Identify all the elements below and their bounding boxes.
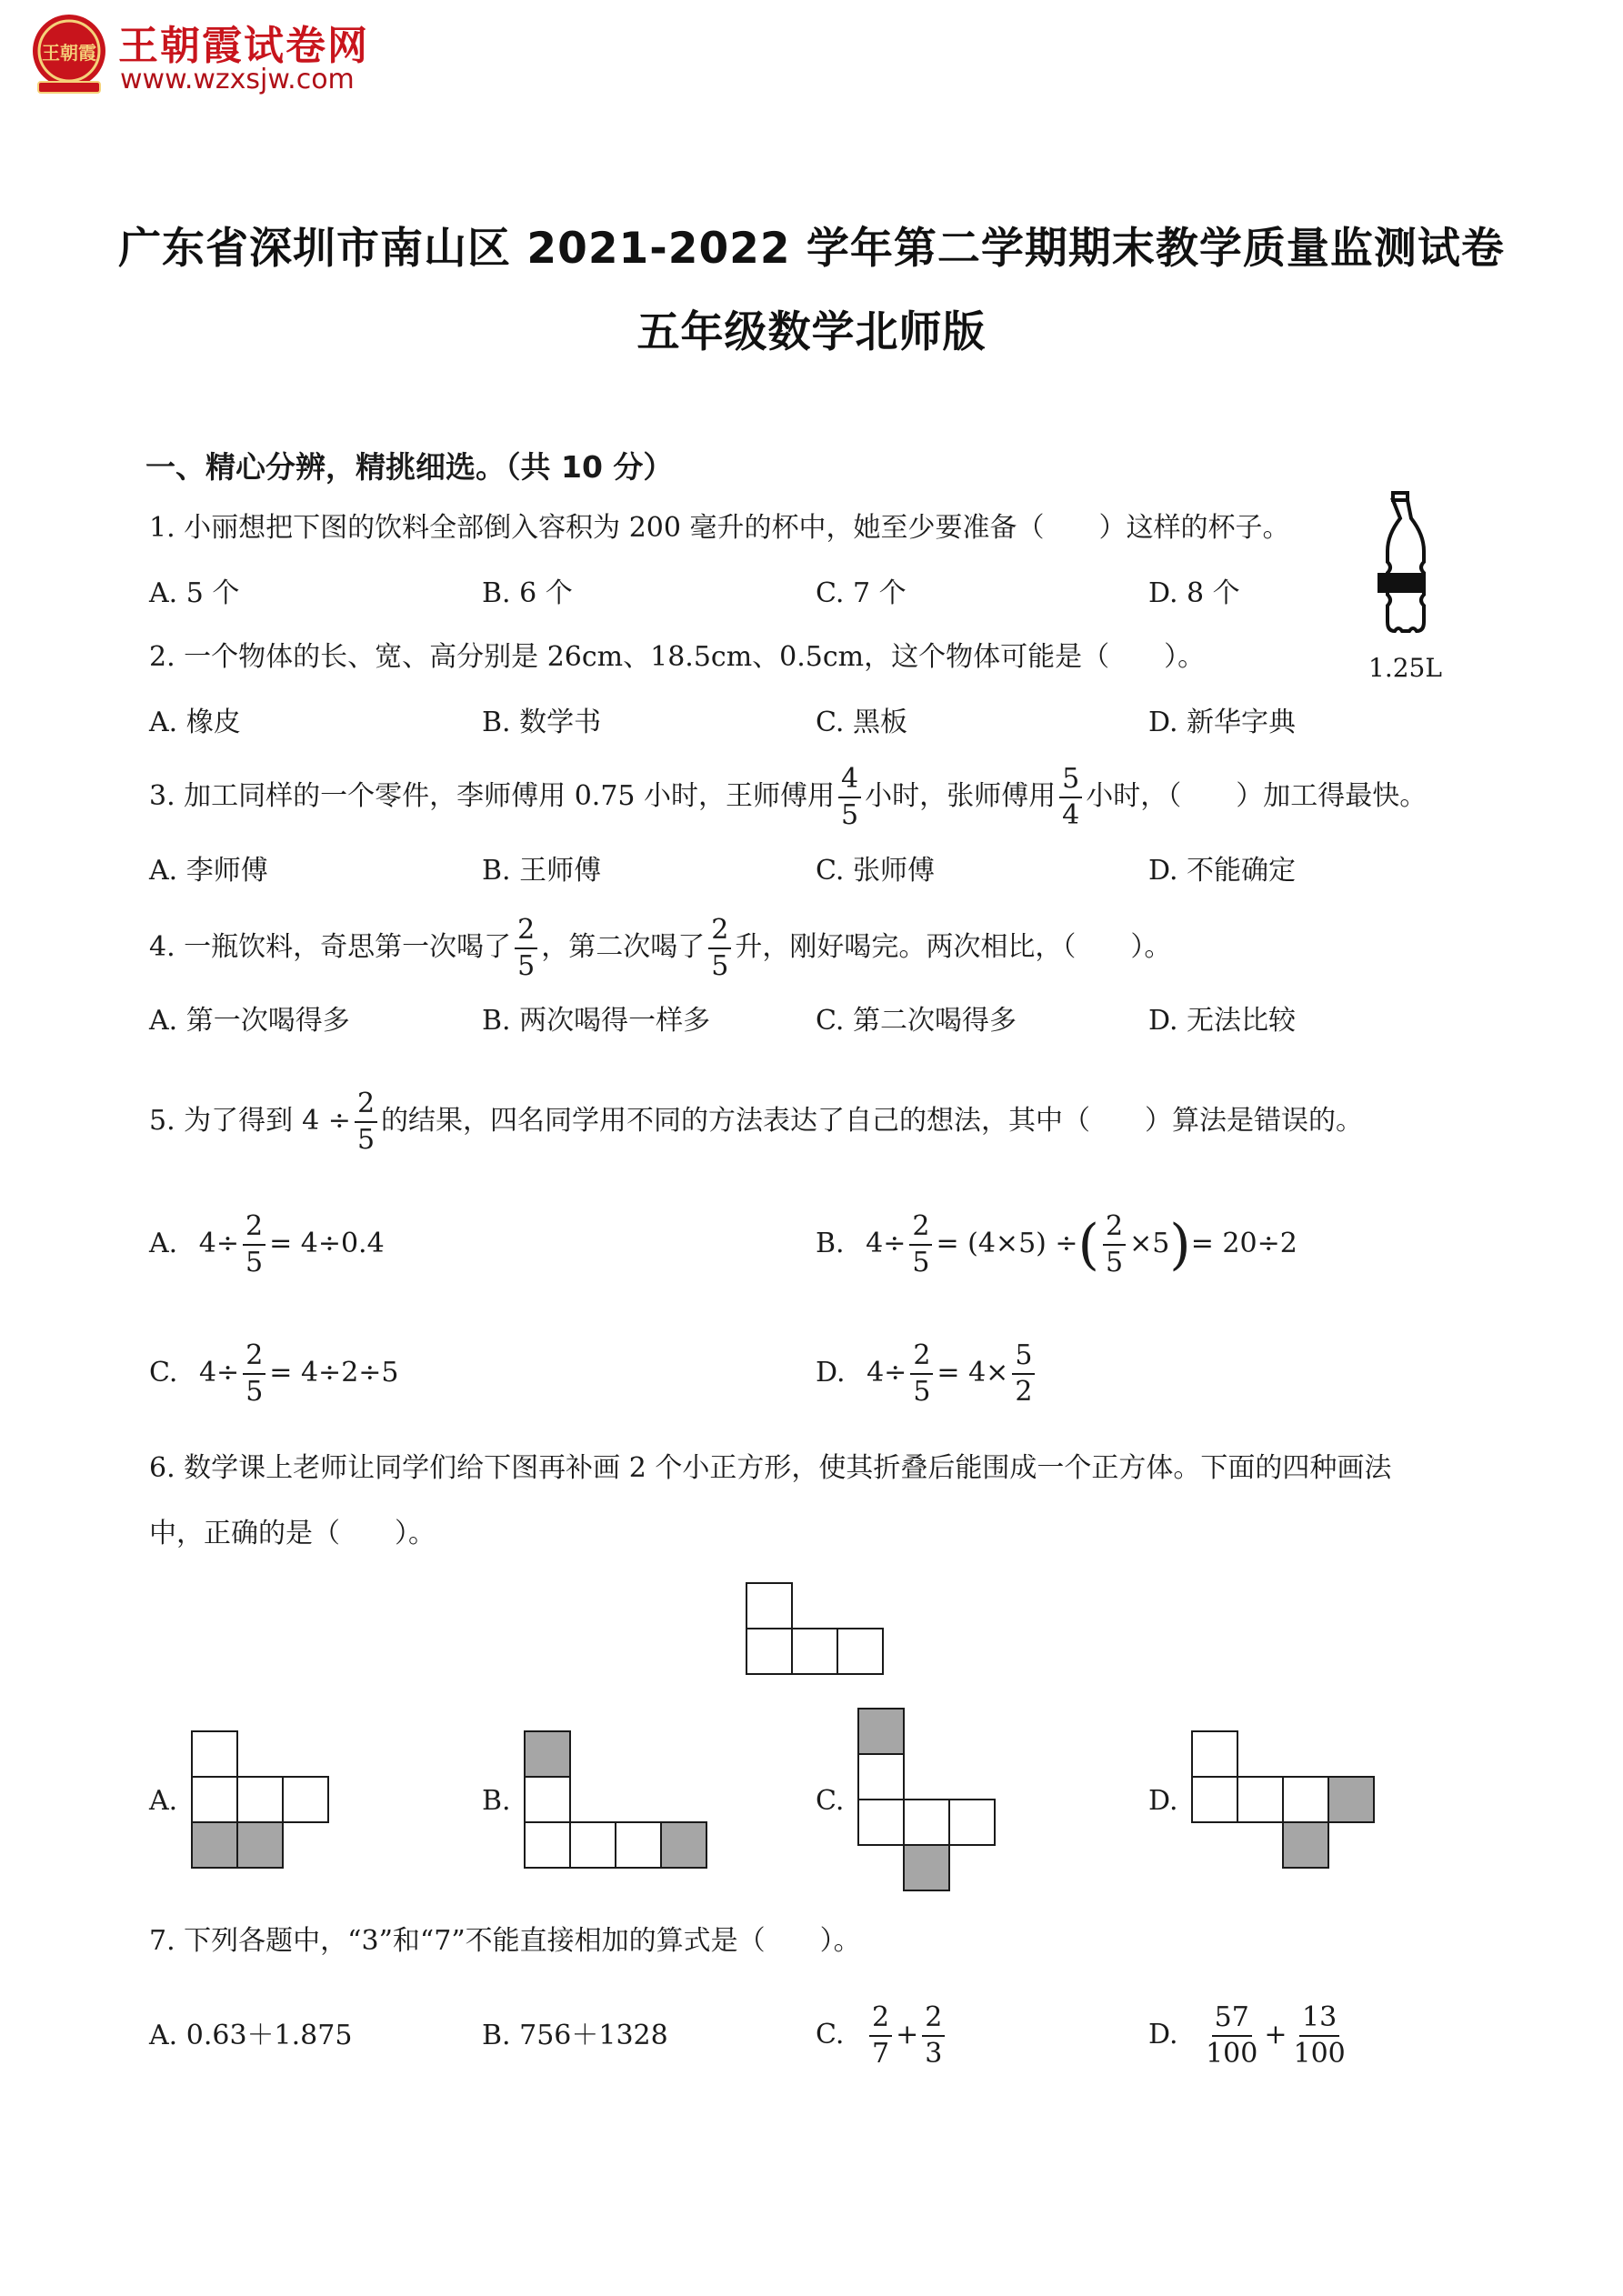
fraction [922,2001,945,2070]
fraction [1203,2001,1260,2070]
added-square [660,1821,707,1869]
added-square [857,1708,905,1755]
q5-option-c[interactable] [149,1337,399,1409]
q1-option-c[interactable]: C. 7 个 [816,577,907,609]
q5-stem [149,1080,1363,1162]
fraction-den: 5 [356,1124,376,1156]
fraction-num: 13 [1299,2004,1339,2037]
logo-url[interactable]: www.wzxsjw.com [120,64,355,95]
q6-stem-line2: 中，正确的是（ ）。 [149,1518,436,1549]
fraction [1103,1210,1126,1278]
net-square [569,1821,616,1869]
q3-option-b[interactable]: B. 王师傅 [482,855,602,887]
q4-stem-a: 4. 一瓶饮料，奇思第一次喝了 [149,931,512,963]
q4-option-d[interactable]: D. 无法比较 [1148,1005,1297,1037]
option-label: D. [1148,2019,1178,2050]
expr-part: 4÷ [198,1228,239,1259]
added-square [903,1844,950,1891]
net-square [837,1628,884,1675]
bottle-icon [1368,489,1432,648]
page-title: 广东省深圳市南山区 2021-2022 学年第二学期期末教学质量监测试卷 [118,224,1505,274]
q2-option-c[interactable]: C. 黑板 [816,707,907,738]
net-square [903,1799,950,1846]
option-label: D. [816,1357,846,1389]
q7-option-b[interactable]: B. 756＋1328 [482,2020,668,2051]
fraction-den: 4 [1062,799,1080,831]
net-square [1282,1776,1329,1823]
q2-stem: 2. 一个物体的长、宽、高分别是 26cm、18.5cm、0.5cm，这个物体可能是（ ）。 [149,641,1206,673]
q5-stem-b: 的结果，四名同学用不同的方法表达了自己的想法，其中（ ）算法是错误的。 [381,1105,1364,1137]
q6-option-b-label[interactable]: B. [482,1785,511,1817]
option-label: B. [816,1228,845,1259]
expr-part: ×5 [1129,1228,1170,1259]
net-square [615,1821,662,1869]
q6-stem-line1: 6. 数学课上老师让同学们给下图再补画 2 个小正方形，使其折叠后能围成一个正方体。下面的四种画法 [149,1452,1392,1484]
q6-option-a-net[interactable] [191,1730,329,1870]
net-square [1191,1730,1238,1778]
fraction-den: 5 [245,1376,264,1408]
expr-part: = 4÷2÷5 [269,1357,399,1389]
q4-option-b[interactable]: B. 两次喝得一样多 [482,1005,711,1037]
option-label: C. [816,2019,845,2050]
added-square [236,1821,284,1869]
net-square [236,1776,284,1823]
fraction-den: 7 [871,2038,890,2070]
q3-option-a[interactable]: A. 李师傅 [149,855,268,887]
q3-stem-c: 小时，（ ）加工得最快。 [1086,780,1428,812]
fraction [869,2001,892,2070]
fraction [1012,1339,1035,1408]
fraction-den: 100 [1293,2038,1346,2070]
net-square [857,1799,905,1846]
operator: + [1264,2019,1287,2050]
fraction [910,1339,933,1408]
logo-seal-icon [27,11,111,95]
fraction-den: 100 [1206,2038,1258,2070]
q6-reference-net [746,1582,884,1677]
fraction-num: 2 [910,1342,933,1375]
fraction-num: 2 [1103,1213,1126,1246]
q7-option-c[interactable] [816,1999,948,2071]
q6-option-d-net[interactable] [1191,1730,1375,1870]
fraction [1290,2001,1347,2070]
q7-option-a[interactable]: A. 0.63＋1.875 [149,2020,353,2051]
q2-option-a[interactable]: A. 橡皮 [149,707,241,738]
fraction-num: 57 [1212,2004,1252,2037]
q7-option-d[interactable] [1148,1999,1352,2071]
net-square [746,1628,793,1675]
q3-stem-b: 小时，张师傅用 [865,780,1057,812]
net-square [191,1776,238,1823]
q5-expr: 4 ÷ [302,1105,351,1137]
fraction-num: 2 [243,1213,265,1246]
q5-option-b[interactable] [816,1198,1297,1289]
fraction-den: 5 [245,1247,264,1278]
q4-option-a[interactable]: A. 第一次喝得多 [149,1005,350,1037]
q4-option-c[interactable]: C. 第二次喝得多 [816,1005,1017,1037]
fraction [909,1210,932,1278]
q6-option-b-net[interactable] [524,1730,707,1870]
fraction [515,914,537,982]
q2-option-b[interactable]: B. 数学书 [482,707,602,738]
fraction [838,763,861,831]
expr-part: = 4÷0.4 [269,1228,385,1259]
q6-option-c-label[interactable]: C. [816,1785,845,1817]
fraction [243,1339,265,1408]
q3-option-d[interactable]: D. 不能确定 [1148,855,1297,887]
fraction-den: 5 [517,950,536,982]
q1-option-a[interactable]: A. 5 个 [149,577,240,609]
fraction-num: 5 [1012,1342,1035,1375]
expr-part: 4÷ [866,1228,907,1259]
q4-stem [149,911,1171,984]
option-label: C. [149,1357,178,1389]
expr-part: 4÷ [867,1357,907,1389]
net-square [746,1582,793,1629]
q7-stem: 7. 下列各题中，“3”和“7”不能直接相加的算式是（ ）。 [149,1925,861,1957]
expr-part: = 20÷2 [1190,1228,1297,1259]
fraction-num: 2 [869,2004,892,2037]
added-square [524,1730,571,1778]
net-square [857,1753,905,1800]
logo-title: 王朝霞试卷网 [118,23,369,69]
net-square [524,1776,571,1823]
section-heading: 一、精心分辨，精挑细选。（共 10 分） [145,449,674,485]
fraction-num: 2 [708,917,731,949]
q3-option-c[interactable]: C. 张师傅 [816,855,935,887]
operator: + [896,2019,919,2050]
fraction [1059,763,1082,831]
expr-part: 4÷ [198,1357,240,1389]
q1-option-d[interactable]: D. 8 个 [1148,577,1240,609]
svg-text:王朝霞: 王朝霞 [42,42,96,64]
fraction [355,1090,377,1154]
added-square [191,1821,238,1869]
added-square [1327,1776,1375,1823]
fraction-num: 2 [922,2004,945,2037]
fraction-num: 2 [355,1090,377,1123]
fraction-num: 2 [515,917,537,949]
fraction-den: 3 [925,2038,943,2070]
expr-part: = (4×5) ÷ [936,1228,1078,1259]
fraction-den: 5 [1105,1247,1124,1278]
right-paren-icon: ) [1169,1213,1191,1277]
net-square [524,1821,571,1869]
q5-stem-a: 5. 为了得到 [149,1105,294,1137]
q6-option-a-label[interactable]: A. [149,1785,178,1817]
bottle-label: 1.25L [1368,653,1442,683]
fraction-den: 5 [711,950,729,982]
q4-stem-c: 升，刚好喝完。两次相比，（ ）。 [735,931,1172,963]
q2-option-d[interactable]: D. 新华字典 [1148,707,1297,738]
fraction-num: 2 [243,1342,265,1375]
net-square [791,1628,838,1675]
option-label: A. [149,1228,178,1259]
q3-stem [149,760,1427,833]
q3-stem-a: 3. 加工同样的一个零件，李师傅用 0.75 小时，王师傅用 [149,780,836,812]
expr-part: = 4× [937,1357,1009,1389]
net-square [282,1776,329,1823]
added-square [1282,1821,1329,1869]
fraction-num: 4 [838,766,861,798]
left-paren-icon: ( [1077,1213,1099,1277]
fraction-den: 5 [912,1247,930,1278]
q6-option-d-label[interactable]: D. [1148,1785,1178,1817]
net-square [1237,1776,1284,1823]
q1-stem: 1. 小丽想把下图的饮料全部倒入容积为 200 毫升的杯中，她至少要准备（ ）这样的杯子。 [149,512,1290,544]
fraction [243,1210,265,1278]
q5-option-d[interactable] [816,1337,1038,1409]
fraction-den: 2 [1015,1376,1033,1408]
q4-stem-b: ，第二次喝了 [541,931,706,963]
net-square [948,1799,996,1846]
q1-option-b[interactable]: B. 6 个 [482,577,573,609]
fraction-num: 5 [1059,766,1082,798]
fraction [708,914,731,982]
net-square [1191,1776,1238,1823]
fraction-den: 5 [913,1376,931,1408]
page-subtitle: 五年级数学北师版 [636,307,987,357]
q5-option-a[interactable] [149,1208,385,1280]
fraction-num: 2 [909,1213,932,1246]
net-square [191,1730,238,1778]
q6-option-c-net[interactable] [857,1708,996,1893]
fraction-den: 5 [841,799,859,831]
